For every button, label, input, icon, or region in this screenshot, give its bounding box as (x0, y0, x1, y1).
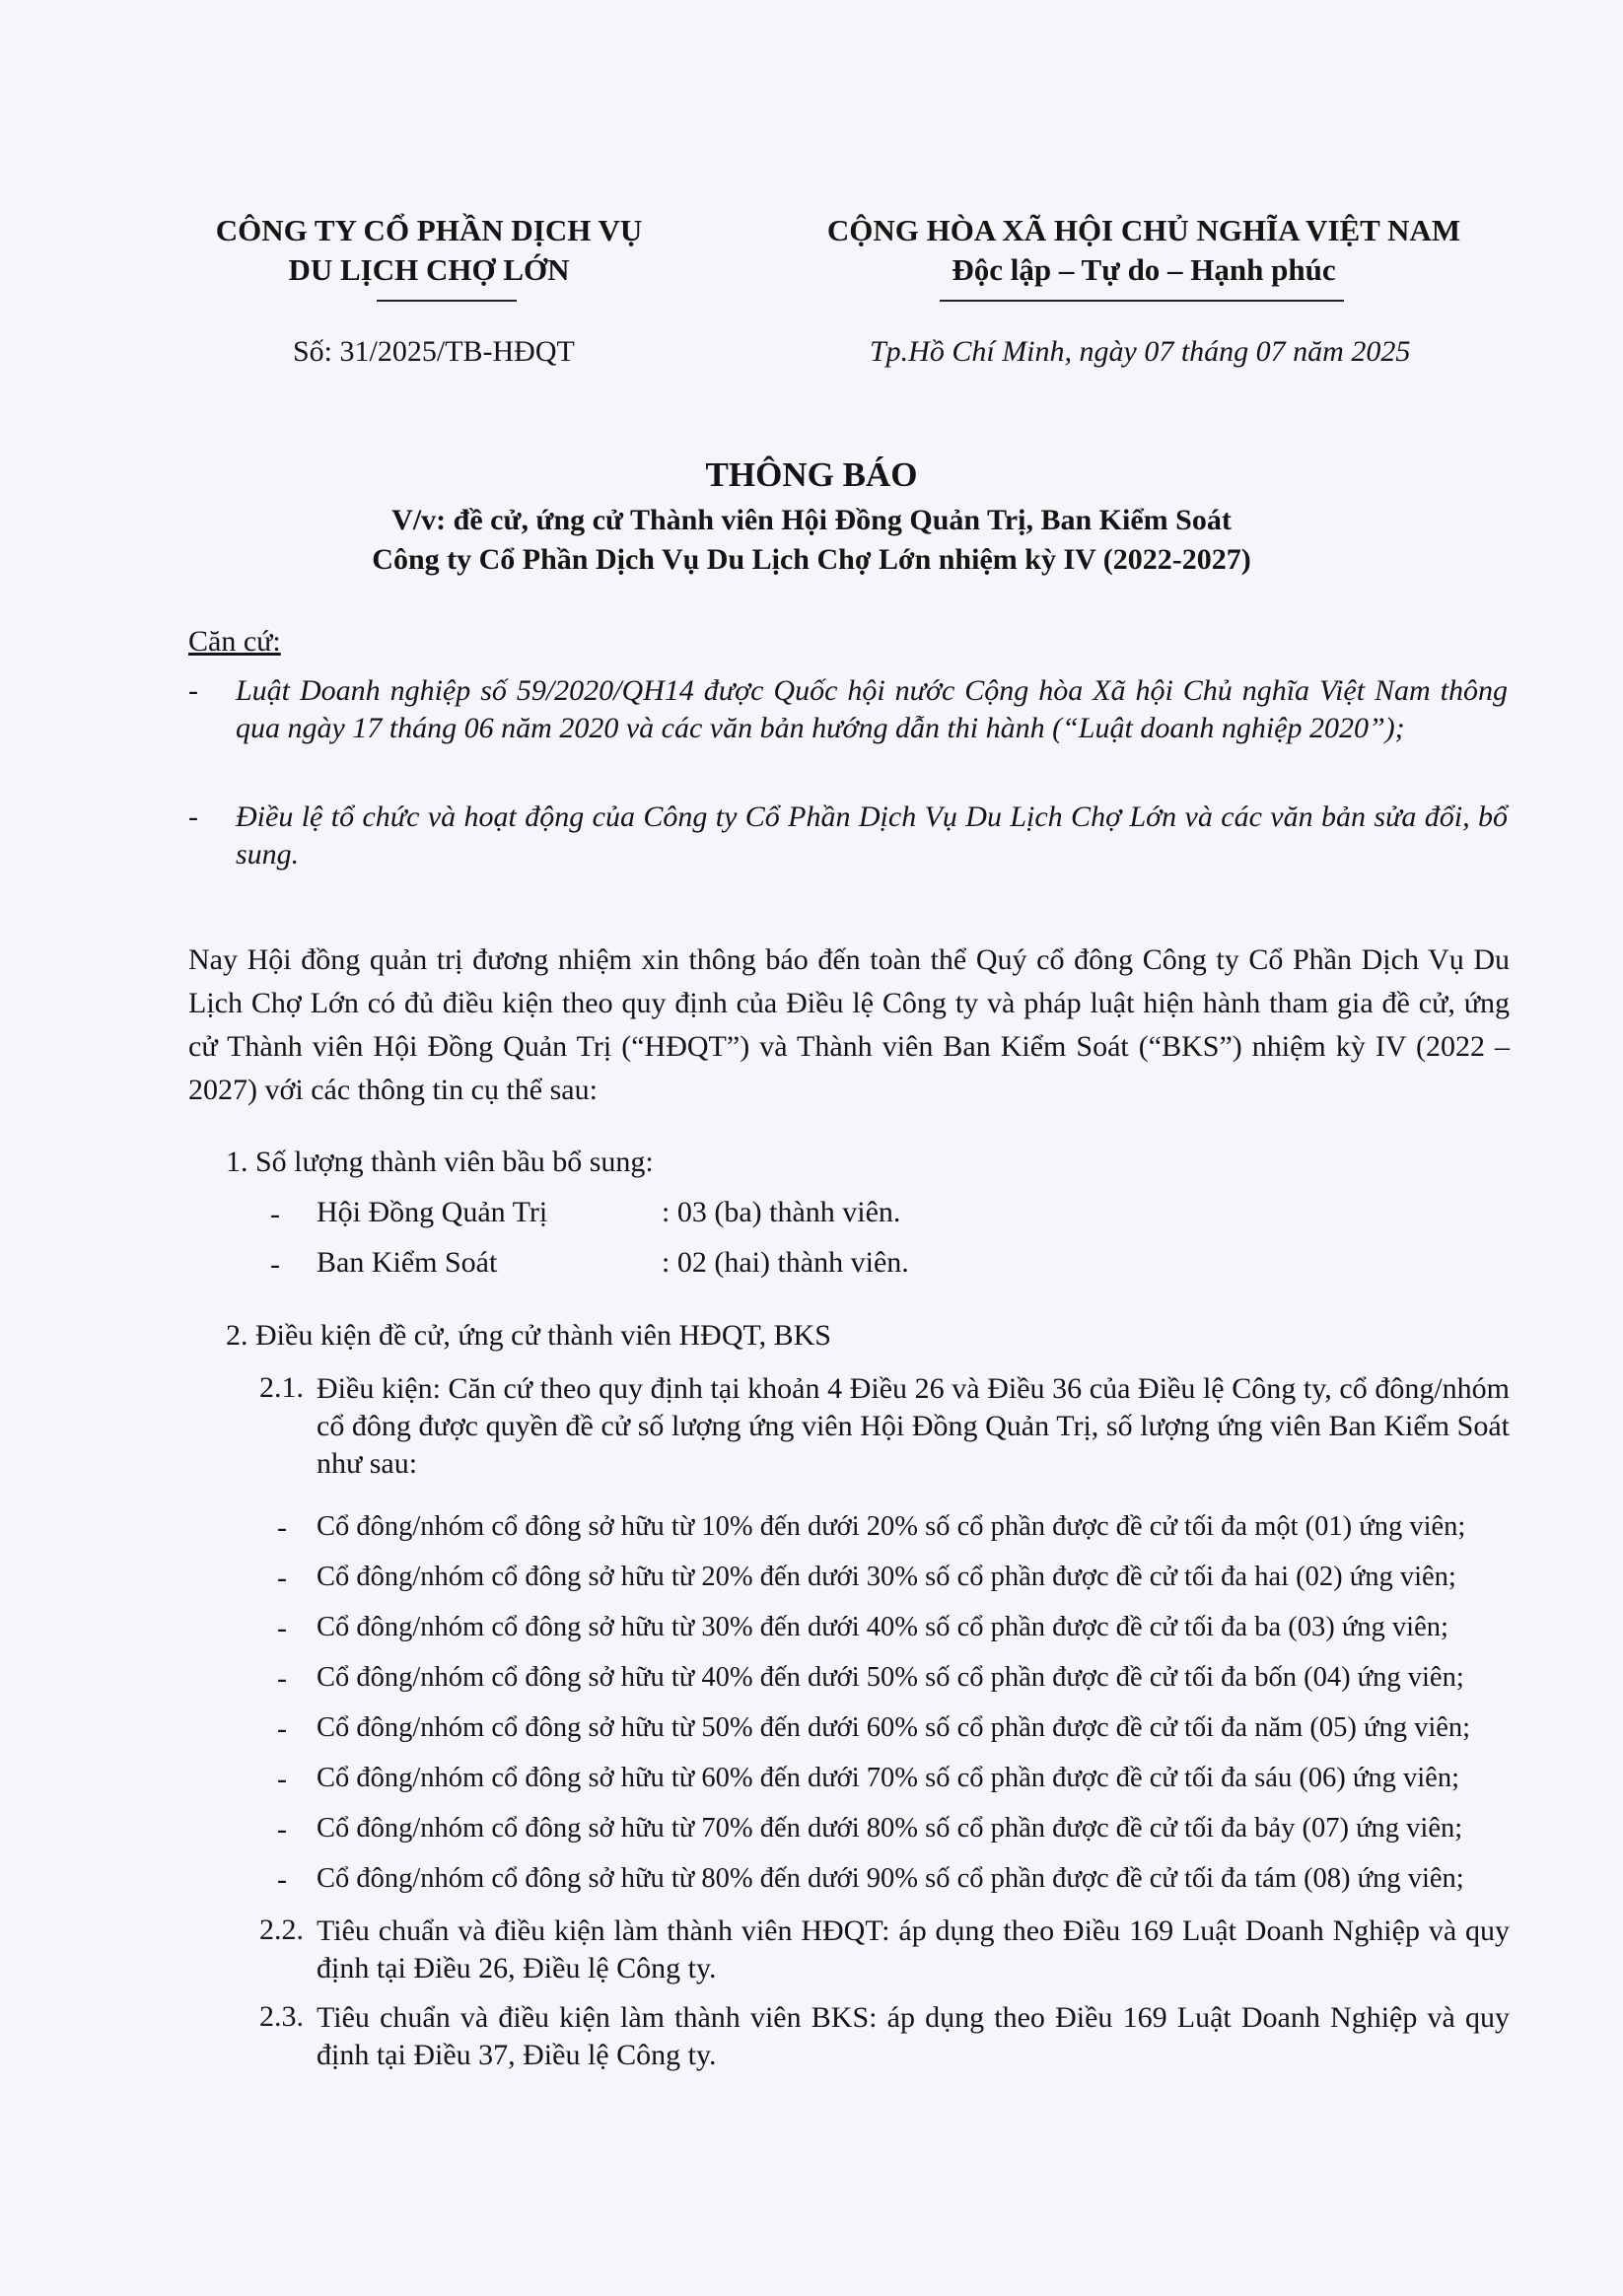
basis-item-2: Điều lệ tổ chức và hoạt động của Công ty Cổ Phần Dịch Vụ Du Lịch Chợ Lớn và các văn bản sửa đổi, bổ sung. (236, 800, 1508, 870)
section-1-heading: 1. Số lượng thành viên bầu bổ sung: (226, 1146, 654, 1178)
bullet-dash: - (277, 1813, 287, 1845)
bullet-dash: - (270, 1198, 280, 1230)
nomination-rule: Cổ đông/nhóm cổ đông sở hữu từ 80% đến dưới 90% số cổ phần được đề cử tối đa tám (08) ứng viên; (317, 1863, 1464, 1894)
document-subject-line2: Công ty Cổ Phần Dịch Vụ Du Lịch Chợ Lớn nhiệm kỳ IV (2022-2027) (372, 543, 1251, 576)
board-count: : 03 (ba) thành viên. (662, 1196, 901, 1228)
motto-underline (940, 300, 1344, 302)
bullet-dash: - (277, 1662, 287, 1695)
nation-name: CỘNG HÒA XÃ HỘI CHỦ NGHĨA VIỆT NAM (826, 213, 1461, 247)
supervisory-label: Ban Kiểm Soát (317, 1246, 498, 1279)
bullet-dash: - (277, 1712, 287, 1745)
section-2-1-text: Điều kiện: Căn cứ theo quy định tại khoản 4 Điều 26 và Điều 36 của Điều lệ Công ty, cổ đông/nhóm cổ đông được quyền đề cử số lượng ứng viên Hội Đồng Quản Trị, số lượng ứng viên Ban Kiểm Soát như sau: (317, 1372, 1510, 1480)
bullet-dash: - (277, 1562, 287, 1594)
company-name-line2: DU LỊCH CHỢ LỚN (288, 252, 570, 287)
bullet-dash: - (270, 1248, 280, 1281)
section-2-1-number: 2.1. (259, 1371, 304, 1404)
section-2-3-number: 2.3. (259, 2000, 304, 2033)
nomination-rule: Cổ đông/nhóm cổ đông sở hữu từ 70% đến dưới 80% số cổ phần được đề cử tối đa bảy (07) ứng viên; (317, 1813, 1463, 1844)
bullet-dash: - (188, 674, 198, 707)
supervisory-count: : 02 (hai) thành viên. (662, 1246, 909, 1279)
national-motto: Độc lập – Tự do – Hạnh phúc (952, 252, 1336, 287)
nomination-rule: Cổ đông/nhóm cổ đông sở hữu từ 20% đến dưới 30% số cổ phần được đề cử tối đa hai (02) ứng viên; (317, 1562, 1456, 1592)
basis-heading: Căn cứ: (188, 625, 281, 658)
intro-paragraph: Nay Hội đồng quản trị đương nhiệm xin thông báo đến toàn thể Quý cổ đông Công ty Cổ Phần Dịch Vụ Du Lịch Chợ Lớn có đủ điều kiện theo quy định của Điều lệ Công ty và pháp luật hiện hành tham gia đề cử, ứng cử Thành viên Hội Đồng Quản Trị (“HĐQT”) và Thành viên Ban Kiểm Soát (“BKS”) nhiệm kỳ IV (2022 – 2027) với các thông tin cụ thể sau: (188, 943, 1510, 1106)
nomination-rule: Cổ đông/nhóm cổ đông sở hữu từ 60% đến dưới 70% số cổ phần được đề cử tối đa sáu (06) ứng viên; (317, 1763, 1459, 1793)
bullet-dash: - (277, 1511, 287, 1544)
document-subject-line1: V/v: đề cử, ứng cử Thành viên Hội Đồng Quản Trị, Ban Kiểm Soát (391, 504, 1232, 536)
section-2-2-number: 2.2. (259, 1913, 304, 1946)
board-label: Hội Đồng Quản Trị (317, 1196, 548, 1228)
bullet-dash: - (277, 1863, 287, 1896)
section-2-heading: 2. Điều kiện đề cử, ứng cử thành viên HĐQT, BKS (226, 1319, 831, 1352)
bullet-dash: - (277, 1763, 287, 1795)
document-title: THÔNG BÁO (705, 455, 918, 494)
company-name-line1: CÔNG TY CỔ PHẦN DỊCH VỤ (215, 213, 643, 247)
nomination-rule: Cổ đông/nhóm cổ đông sở hữu từ 40% đến dưới 50% số cổ phần được đề cử tối đa bốn (04) ứng viên; (317, 1662, 1464, 1693)
nomination-rule: Cổ đông/nhóm cổ đông sở hữu từ 50% đến dưới 60% số cổ phần được đề cử tối đa năm (05) ứng viên; (317, 1712, 1471, 1743)
basis-item-1: Luật Doanh nghiệp số 59/2020/QH14 được Quốc hội nước Cộng hòa Xã hội Chủ nghĩa Việt Nam thông qua ngày 17 tháng 06 năm 2020 và các văn bản hướng dẫn thi hành (“Luật doanh nghiệp 2020”); (236, 674, 1508, 744)
date-place: Tp.Hồ Chí Minh, ngày 07 tháng 07 năm 2025 (870, 335, 1411, 368)
nomination-rule: Cổ đông/nhóm cổ đông sở hữu từ 10% đến dưới 20% số cổ phần được đề cử tối đa một (01) ứng viên; (317, 1511, 1466, 1542)
bullet-dash: - (188, 800, 198, 833)
company-underline (377, 300, 517, 302)
document-number: Số: 31/2025/TB-HĐQT (293, 335, 575, 368)
section-2-3-text: Tiêu chuẩn và điều kiện làm thành viên BKS: áp dụng theo Điều 169 Luật Doanh Nghiệp và quy định tại Điều 37, Điều lệ Công ty. (317, 2001, 1510, 2071)
section-2-2-text: Tiêu chuẩn và điều kiện làm thành viên HĐQT: áp dụng theo Điều 169 Luật Doanh Nghiệp và quy định tại Điều 26, Điều lệ Công ty. (317, 1914, 1510, 1984)
nomination-rule: Cổ đông/nhóm cổ đông sở hữu từ 30% đến dưới 40% số cổ phần được đề cử tối đa ba (03) ứng viên; (317, 1612, 1448, 1642)
bullet-dash: - (277, 1612, 287, 1644)
